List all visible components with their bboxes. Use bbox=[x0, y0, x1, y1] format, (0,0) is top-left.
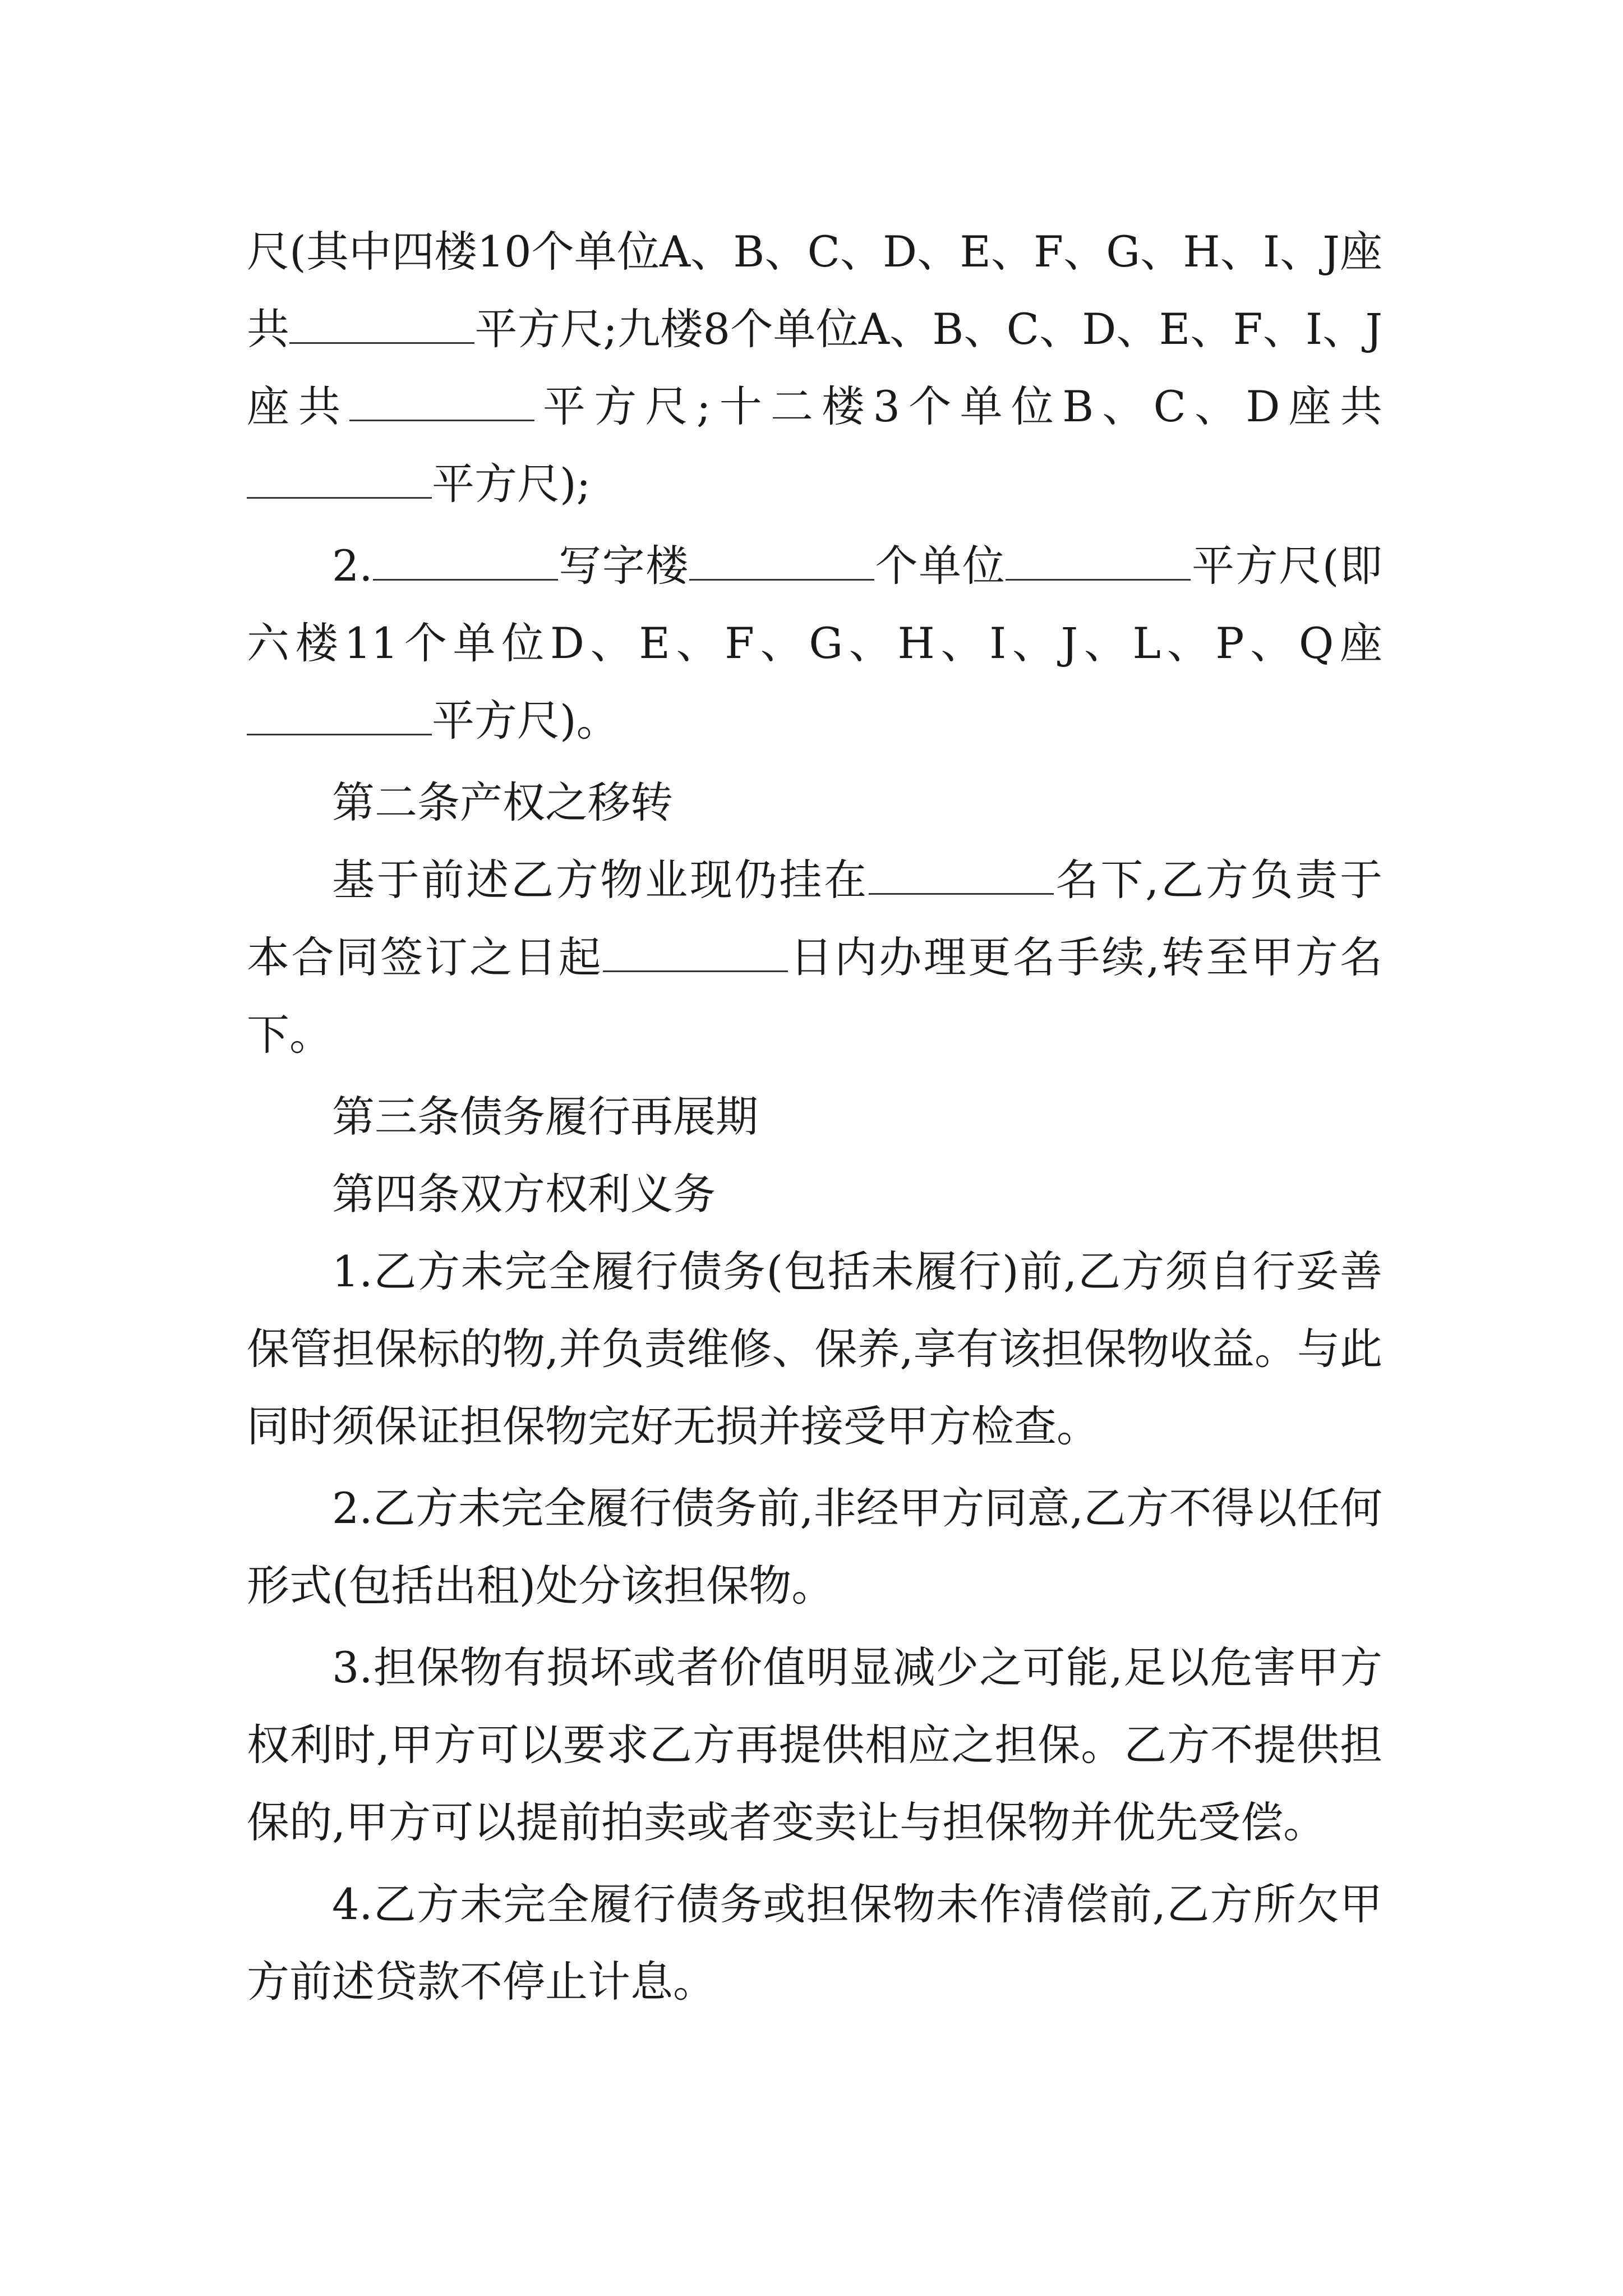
office-units-paragraph bbox=[247, 527, 1382, 760]
text-run: 基于前述乙方物业现仍挂在 bbox=[332, 855, 869, 905]
blank-field bbox=[603, 931, 788, 972]
blank-field bbox=[247, 458, 432, 499]
text-run: 日内办理更名手续,转至甲方名下。 bbox=[247, 932, 1382, 1060]
section-heading-3: 第三条债务履行再展期 bbox=[332, 1092, 758, 1142]
title-transfer-paragraph bbox=[247, 841, 1382, 1074]
text-run: 平方尺)。 bbox=[432, 696, 619, 746]
blank-field bbox=[869, 854, 1054, 895]
blank-field bbox=[373, 540, 558, 581]
clause-item-3: 3.担保物有损坏或者价值明显减少之可能,足以危害甲方权利时,甲方可以要求乙方再提供相应之担保。乙方不提供担保的,甲方可以提前拍卖或者变卖让与担保物并优先受偿。 bbox=[247, 1642, 1382, 1847]
text-run: 个单位 bbox=[874, 541, 1006, 591]
floor-area-paragraph bbox=[247, 213, 1382, 523]
text-run: 2. bbox=[332, 541, 373, 591]
blank-field bbox=[289, 303, 474, 344]
blank-field bbox=[349, 380, 534, 421]
text-run: 平方尺;十二楼3个单位B、C、D座共 bbox=[534, 381, 1382, 431]
blank-field bbox=[1006, 540, 1191, 581]
text-run: 平方尺(即六楼11个单位D、E、F、G、H、I、J、L、P、Q座 bbox=[247, 541, 1383, 668]
text-run: 名下,乙方负责于本合同签订之日起 bbox=[247, 855, 1382, 982]
clause-item-2: 2.乙方未完全履行债务前,非经甲方同意,乙方不得以任何形式(包括出租)处分该担保物。 bbox=[247, 1483, 1382, 1611]
text-run: 平方尺); bbox=[432, 459, 591, 509]
section-heading-2: 第二条产权之移转 bbox=[332, 777, 673, 827]
clause-item-4: 4.乙方未完全履行债务或担保物未作清偿前,乙方所欠甲方前述贷款不停止计息。 bbox=[247, 1879, 1382, 2007]
blank-field bbox=[247, 694, 432, 735]
clause-item-1: 1.乙方未完全履行债务(包括未履行)前,乙方须自行妥善保管担保标的物,并负责维修、保养,享有该担保物收益。与此同时须保证担保物完好无损并接受甲方检查。 bbox=[247, 1246, 1382, 1451]
text-run: 写字楼 bbox=[557, 541, 689, 591]
text-run: 平方尺;九楼8个单位A、B、C、D、E、F、I、J座共 bbox=[247, 304, 1383, 431]
section-heading-4: 第四条双方权利义务 bbox=[332, 1169, 716, 1219]
document-body bbox=[247, 213, 1382, 2025]
blank-field bbox=[689, 540, 874, 581]
text-run: 尺(其中四楼10个单位A、B、C、D、E、F、G、H、I、J座共 bbox=[247, 227, 1382, 354]
